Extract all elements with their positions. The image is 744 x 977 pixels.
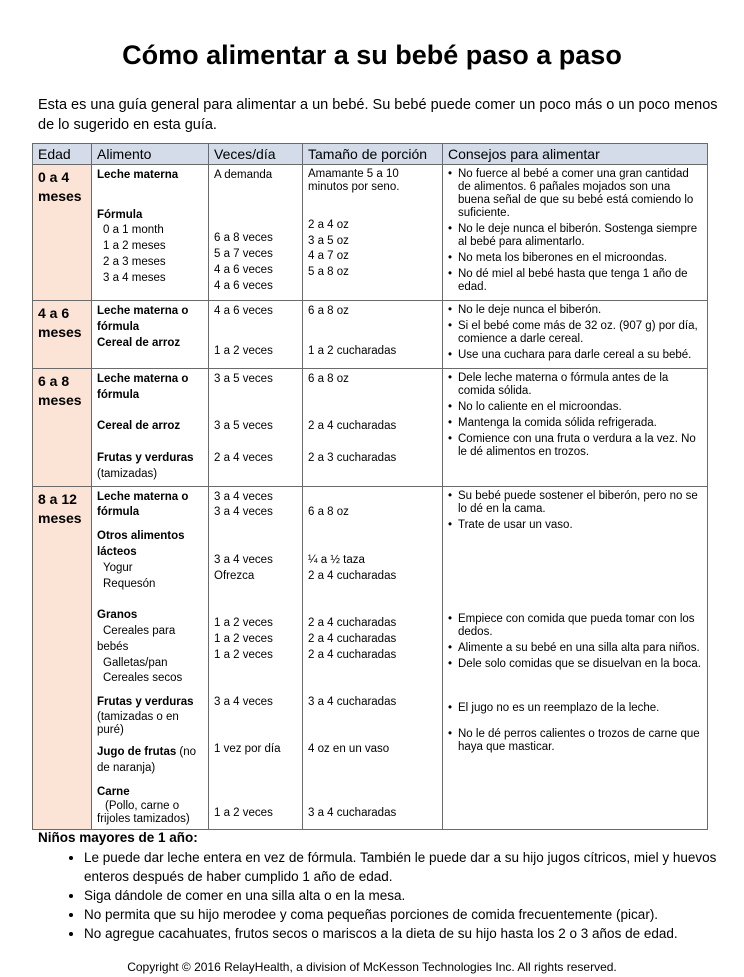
tips-cell bbox=[443, 301, 708, 369]
tips-cell bbox=[443, 369, 708, 487]
header-edad: Edad bbox=[33, 144, 92, 165]
portion-line bbox=[308, 600, 437, 616]
times-line: 1 a 2 veces bbox=[214, 616, 273, 629]
list-item: • No permita que su hijo merodee y coma pequeñas porciones de comida frecuentemente (picar). bbox=[84, 905, 728, 924]
food-cell bbox=[92, 369, 209, 487]
food-line: lácteos bbox=[97, 545, 137, 558]
list-item: • Le puede dar leche entera en vez de fórmula. También le puede dar a su hijo jugos cítricos, miel y huevos enteros después de haber cumplido 1 año de edad. bbox=[84, 848, 728, 886]
times-line bbox=[214, 774, 297, 790]
portion-line: 2 a 4 oz bbox=[308, 218, 349, 231]
food-line: bebés bbox=[97, 640, 129, 653]
times-line: 1 a 2 veces bbox=[214, 806, 273, 819]
times-line bbox=[214, 663, 297, 679]
food-line: Leche materna o bbox=[97, 373, 189, 385]
times-line bbox=[214, 521, 297, 537]
portion-cell bbox=[303, 165, 443, 301]
times-line bbox=[214, 758, 297, 774]
tip-item: • No dé miel al bebé hasta que tenga 1 año de edad. bbox=[448, 268, 702, 294]
portion-line bbox=[308, 663, 437, 679]
tip-item: • Dele leche materna o fórmula antes de la comida sólida. bbox=[448, 372, 702, 398]
food-line: frijoles tamizados) bbox=[97, 813, 190, 826]
times-line: Ofrezca bbox=[214, 569, 255, 582]
portion-line: 6 a 8 oz bbox=[308, 305, 349, 317]
intro-text: Esta es una guía general para alimentar a un bebé. Su bebé puede comer un poco más o un poco menos de lo sugerido en esta guía. bbox=[38, 97, 718, 133]
food-line: Frutas y verduras bbox=[97, 451, 194, 464]
portion-line: 2 a 4 cucharadas bbox=[308, 648, 397, 661]
tip-item: • Use una cuchara para darle cereal a su bebé. bbox=[448, 349, 702, 362]
times-cell bbox=[209, 369, 303, 487]
portion-line: 2 a 4 cucharadas bbox=[308, 616, 397, 629]
times-line bbox=[214, 584, 297, 600]
food-line: Cereal de arroz bbox=[97, 336, 181, 349]
portion-line: 5 a 8 oz bbox=[308, 266, 349, 279]
times-line: 6 a 8 veces bbox=[214, 232, 273, 245]
times-cell bbox=[209, 486, 303, 830]
times-line: 5 a 7 veces bbox=[214, 247, 273, 260]
times-cell bbox=[209, 301, 303, 369]
portion-line bbox=[308, 727, 437, 743]
times-line: 2 a 4 veces bbox=[214, 451, 273, 464]
food-cell bbox=[92, 165, 209, 301]
table-row bbox=[33, 369, 708, 487]
food-line-rest: (no bbox=[176, 745, 197, 758]
times-line: 4 a 6 veces bbox=[214, 279, 273, 292]
food-line: fórmula bbox=[97, 506, 140, 519]
food-line bbox=[97, 745, 203, 761]
portion-line: 2 a 4 cucharadas bbox=[308, 632, 397, 645]
times-line: 4 a 6 veces bbox=[214, 305, 273, 317]
tip-item: • Su bebé puede sostener el biberón, pero no se lo dé en la cama. bbox=[448, 490, 702, 516]
portion-line bbox=[308, 774, 437, 790]
food-line: Leche materna o bbox=[97, 490, 189, 503]
times-line: 3 a 4 veces bbox=[214, 506, 273, 519]
tips-cell bbox=[443, 486, 708, 830]
food-line: fórmula bbox=[97, 388, 140, 401]
copyright-footer: Copyright © 2016 RelayHealth, a division of McKesson Technologies Inc. All rights reserved. bbox=[127, 960, 617, 974]
page-title: Cómo alimentar a su bebé paso a paso bbox=[122, 40, 622, 70]
food-line: Cereales para bbox=[103, 624, 176, 637]
times-line: 3 a 5 veces bbox=[214, 373, 273, 385]
portion-line bbox=[308, 711, 437, 727]
times-line: 4 a 6 veces bbox=[214, 263, 273, 276]
tip-item: • No meta los biberones en el microondas. bbox=[448, 252, 702, 265]
feeding-guide-table bbox=[32, 143, 708, 830]
times-line bbox=[214, 537, 297, 553]
portion-cell bbox=[303, 486, 443, 830]
food-line: fórmula bbox=[97, 320, 140, 333]
food-line: (tamizadas o en bbox=[97, 710, 179, 723]
food-line: puré) bbox=[97, 723, 124, 736]
food-line: Cereal de arroz bbox=[97, 420, 181, 433]
food-line: 3 a 4 meses bbox=[103, 271, 166, 284]
tip-item: • No lo caliente en el microondas. bbox=[448, 401, 702, 414]
portion-line bbox=[308, 490, 437, 506]
tip-item: • Alimente a su bebé en una silla alta para niños. bbox=[448, 642, 702, 655]
portion-cell bbox=[303, 369, 443, 487]
portion-line: 3 a 4 cucharadas bbox=[308, 695, 397, 708]
header-porcion: Tamaño de porción bbox=[303, 144, 443, 165]
food-line: 0 a 1 month bbox=[103, 224, 164, 237]
portion-line: 2 a 3 cucharadas bbox=[308, 451, 397, 464]
times-cell bbox=[209, 165, 303, 301]
times-line: 1 a 2 veces bbox=[214, 632, 273, 645]
tip-item: • Comience con una fruta o verdura a la vez. No le dé alimentos en trozos. bbox=[448, 433, 702, 459]
food-line: (Pollo, carne o bbox=[105, 800, 180, 813]
times-line bbox=[214, 727, 297, 743]
age-cell: 4 a 6 meses bbox=[33, 301, 92, 369]
times-line bbox=[214, 790, 297, 806]
food-line: Carne bbox=[97, 785, 130, 798]
food-line: (tamizadas) bbox=[97, 467, 158, 480]
food-line: Requesón bbox=[103, 577, 156, 590]
header-alimento: Alimento bbox=[92, 144, 209, 165]
food-line: Fórmula bbox=[97, 208, 143, 221]
food-line: Frutas y verduras bbox=[97, 696, 194, 709]
food-cell bbox=[92, 486, 209, 830]
older-children-section bbox=[38, 830, 728, 943]
portion-line: 2 a 4 cucharadas bbox=[308, 420, 397, 433]
food-line: 1 a 2 meses bbox=[103, 240, 166, 253]
food-line: Granos bbox=[97, 609, 138, 622]
times-line: 1 vez por día bbox=[214, 743, 281, 756]
tip-item: • El jugo no es un reemplazo de la leche. bbox=[448, 702, 702, 715]
times-line: A demanda bbox=[214, 169, 273, 181]
times-line: 3 a 4 veces bbox=[214, 490, 273, 503]
tip-item: • No le dé perros calientes o trozos de carne que haya que masticar. bbox=[448, 728, 702, 754]
portion-line bbox=[308, 521, 437, 537]
portion-line: 4 a 7 oz bbox=[308, 250, 349, 263]
age-cell: 6 a 8 meses bbox=[33, 369, 92, 487]
times-line: 1 a 2 veces bbox=[214, 344, 273, 357]
portion-line bbox=[308, 679, 437, 695]
portion-line: 6 a 8 oz bbox=[308, 506, 349, 519]
times-line: 3 a 4 veces bbox=[214, 553, 273, 566]
table-header-row bbox=[33, 144, 708, 165]
older-children-heading: Niños mayores de 1 año: bbox=[38, 830, 198, 845]
portion-line bbox=[308, 584, 437, 600]
portion-line bbox=[308, 758, 437, 774]
portion-line: 1 a 2 cucharadas bbox=[308, 344, 397, 357]
times-line: 3 a 5 veces bbox=[214, 420, 273, 433]
tip-item: • Dele solo comidas que se disuelvan en la boca. bbox=[448, 658, 702, 671]
food-line: 2 a 3 meses bbox=[103, 255, 166, 268]
portion-cell bbox=[303, 301, 443, 369]
header-veces: Veces/día bbox=[209, 144, 303, 165]
food-line: Otros alimentos bbox=[97, 530, 185, 543]
portion-line bbox=[308, 790, 437, 806]
tip-item: • Empiece con comida que pueda tomar con los dedos. bbox=[448, 613, 702, 639]
food-line: Leche materna bbox=[97, 169, 179, 181]
times-line bbox=[214, 711, 297, 727]
age-cell: 0 a 4 meses bbox=[33, 165, 92, 301]
food-line: Yogur bbox=[103, 561, 133, 574]
table-row bbox=[33, 165, 708, 301]
portion-line: Amamante 5 a 10 minutos por seno. bbox=[308, 168, 400, 193]
tip-item: • No fuerce al bebé a comer una gran cantidad de alimentos. 6 pañales mojados son una buena señal de que su bebé está comiendo lo suficiente. bbox=[448, 168, 702, 220]
portion-line: 3 a 5 oz bbox=[308, 234, 349, 247]
portion-line: 3 a 4 cucharadas bbox=[308, 806, 397, 819]
list-item: • No agregue cacahuates, frutos secos o mariscos a la dieta de su hijo hasta los 2 o 3 años de edad. bbox=[84, 924, 728, 943]
portion-line: 6 a 8 oz bbox=[308, 373, 349, 385]
food-line: Leche materna o bbox=[97, 305, 189, 317]
table-row bbox=[33, 486, 708, 830]
food-cell bbox=[92, 301, 209, 369]
portion-line: ¼ a ½ taza bbox=[308, 553, 365, 566]
food-line: Cereales secos bbox=[103, 672, 183, 685]
portion-line: 4 oz en un vaso bbox=[308, 743, 390, 756]
food-line-bold: Jugo de frutas bbox=[97, 745, 177, 758]
table-row bbox=[33, 301, 708, 369]
tip-item: • Mantenga la comida sólida refrigerada. bbox=[448, 417, 702, 430]
tip-item: • Trate de usar un vaso. bbox=[448, 519, 702, 532]
tip-item: • No le deje nunca el biberón. Sostenga siempre al bebé para alimentarlo. bbox=[448, 223, 702, 249]
list-item: • Siga dándole de comer en una silla alta o en la mesa. bbox=[84, 886, 728, 905]
times-line: 1 a 2 veces bbox=[214, 648, 273, 661]
tip-item: • Si el bebé come más de 32 oz. (907 g) por día, comience a darle cereal. bbox=[448, 320, 702, 346]
portion-line bbox=[308, 537, 437, 553]
portion-line: 2 a 4 cucharadas bbox=[308, 569, 397, 582]
food-line: de naranja) bbox=[97, 761, 156, 774]
age-cell: 8 a 12 meses bbox=[33, 486, 92, 830]
tips-cell bbox=[443, 165, 708, 301]
header-consejos: Consejos para alimentar bbox=[443, 144, 708, 165]
times-line bbox=[214, 679, 297, 695]
tip-item: • No le deje nunca el biberón. bbox=[448, 304, 702, 317]
times-line bbox=[214, 600, 297, 616]
food-line: Galletas/pan bbox=[103, 656, 168, 669]
times-line: 3 a 4 veces bbox=[214, 695, 273, 708]
